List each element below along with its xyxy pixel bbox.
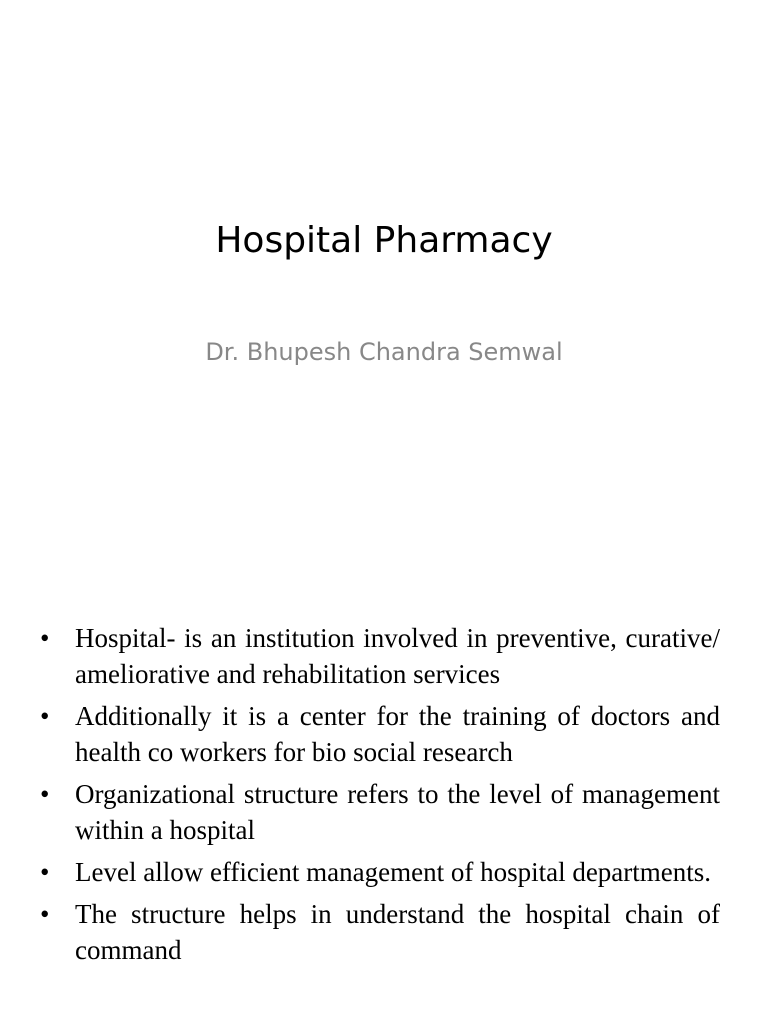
bullet-icon: • — [40, 779, 50, 809]
bullet-item — [40, 896, 720, 968]
bullet-list — [40, 620, 720, 974]
slide-subtitle: Dr. Bhupesh Chandra Semwal — [205, 338, 563, 366]
bullet-text: The structure helps in understand the hospital chain of command — [75, 899, 720, 965]
slide-title: Hospital Pharmacy — [215, 220, 553, 261]
bullet-item — [40, 698, 720, 770]
bullet-icon: • — [40, 899, 50, 929]
bullet-text: Hospital- is an institution involved in preventive, curative/ ameliorative and rehabilitation services — [75, 623, 720, 689]
bullet-item — [40, 854, 720, 890]
content-slide — [0, 576, 768, 1024]
bullet-icon: • — [40, 623, 50, 653]
bullet-text: Organizational structure refers to the level of management within a hospital — [75, 779, 720, 845]
bullet-icon: • — [40, 857, 50, 887]
bullet-text: Level allow efficient management of hospital departments. — [75, 857, 712, 887]
bullet-item — [40, 776, 720, 848]
bullet-icon: • — [40, 701, 50, 731]
bullet-item — [40, 620, 720, 692]
bullet-text: Additionally it is a center for the training of doctors and health co workers for bio social research — [75, 701, 720, 767]
